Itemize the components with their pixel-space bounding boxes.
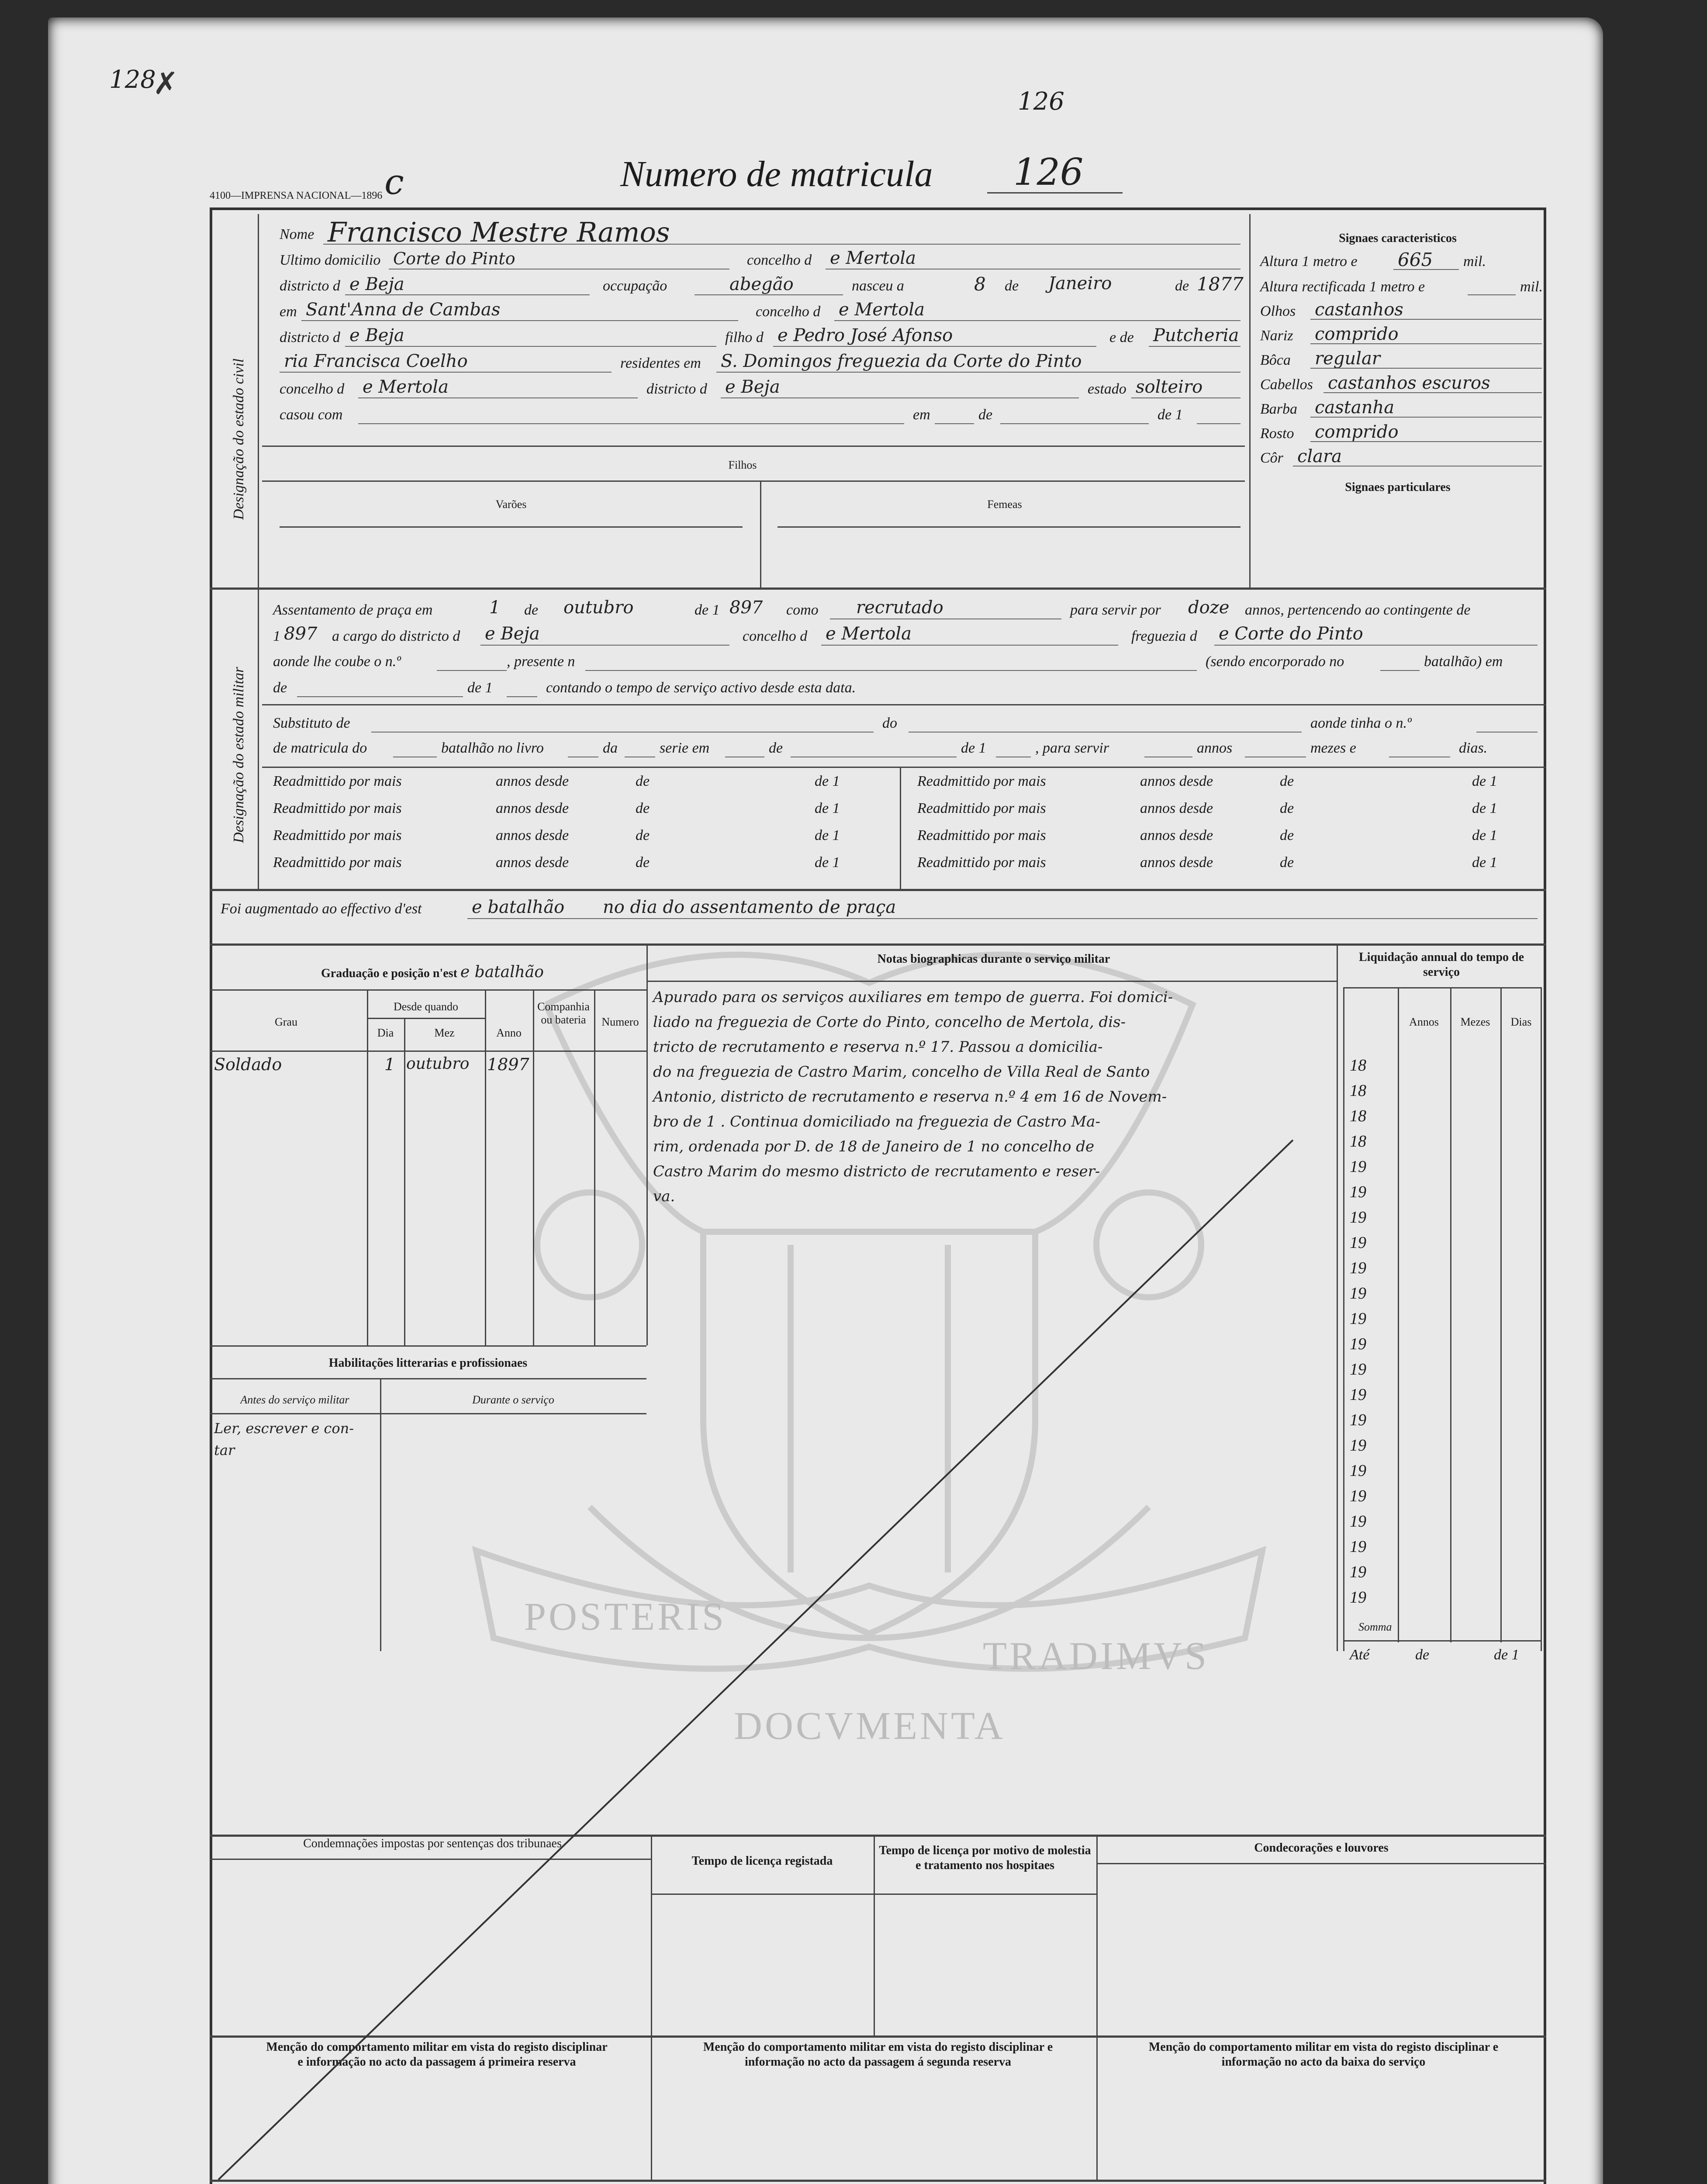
barba-label: Barba [1260, 401, 1297, 417]
margin-note-topleft: 128 [109, 66, 156, 94]
em-value: Sant'Anna de Cambas [306, 300, 501, 320]
concelho-label: concelho d [743, 628, 808, 644]
de-1-label: de 1 [1494, 1647, 1519, 1663]
districto2-label: districto d [280, 329, 340, 346]
batalhao-label: batalhão) em [1424, 653, 1503, 670]
assentamento-mes: outubro [563, 598, 634, 618]
military-section-label: Designação do estado militar [231, 667, 247, 843]
assentamento-ano: 897 [729, 598, 763, 618]
somma-label: Somma [1358, 1621, 1392, 1633]
nariz-label: Nariz [1260, 328, 1293, 344]
coube-label: aonde lhe coube o n.º [273, 653, 401, 670]
de-label: de [1005, 278, 1019, 294]
dias-heading: Dias [1510, 1016, 1532, 1028]
concelho3-label: concelho d [280, 381, 345, 397]
servir-label: para servir por [1070, 602, 1161, 618]
aonde-tinha-label: aonde tinha o n.º [1310, 715, 1412, 731]
concelho2-value: e Mertola [839, 300, 925, 320]
livro-label: batalhão no livro [441, 740, 544, 756]
habilitacoes-heading: Habilitações litterarias e profissionaes [328, 1356, 528, 1370]
altura-value: 665 [1398, 249, 1433, 270]
mezes-heading: Mezes [1460, 1016, 1490, 1028]
estado-value: solteiro [1136, 377, 1203, 397]
varoes-heading: Varões [495, 498, 527, 511]
de-label: de [769, 740, 783, 756]
boca-label: Bôca [1260, 352, 1291, 368]
freguezia-value: e Corte do Pinto [1219, 624, 1363, 644]
residentes-value: S. Domingos freguezia da Corte do Pinto [721, 351, 1082, 371]
mae-value-2: ria Francisca Coelho [284, 351, 468, 371]
liquidacao-years: 18 18 18 18 19 19 19 19 19 19 19 19 19 19 19 19 19 19 19 19 19 19 [1350, 1056, 1366, 1607]
condemnacoes-heading: Condemnações impostas por sentenças dos tribunaes [303, 1837, 562, 1850]
desde-heading: Desde quando [393, 1000, 458, 1013]
matricula-do-label: de matricula do [273, 740, 367, 756]
civil-section-label: Designação do estado civil [231, 358, 247, 520]
anno-heading: Anno [496, 1026, 522, 1039]
de-label: de [524, 602, 539, 618]
mae-value-1: Putcheria [1153, 325, 1239, 346]
freguezia-label: freguezia d [1131, 628, 1197, 644]
numero-heading: Numero [601, 1016, 639, 1028]
comportamento-1-heading: Menção do comportamento militar em vista do registo disciplinar e informação no acto da passagem á primeira reserva [266, 2040, 608, 2069]
companhia-heading: Companhia ou bateria [537, 1000, 590, 1026]
signaes-particulares-heading: Signaes particulares [1345, 480, 1451, 494]
grau-heading: Grau [275, 1016, 297, 1028]
antes-heading: Antes do serviço militar [240, 1393, 349, 1406]
districto-value: e Beja [349, 274, 404, 294]
ultimo-value: Corte do Pinto [393, 249, 515, 268]
substituto-label: Substituto de [273, 715, 350, 731]
comportamento-2-heading: Menção do comportamento militar em vista do registo disciplinar e informação no acto da passagem á segunda reserva [703, 2040, 1053, 2069]
pai-value: e Pedro José Afonso [777, 325, 953, 346]
nasceu-mes: Janeiro [1048, 273, 1112, 294]
olhos-label: Olhos [1260, 303, 1296, 319]
olhos-value: castanhos [1315, 300, 1403, 320]
mez-heading: Mez [434, 1026, 455, 1039]
do-label: do [882, 715, 897, 731]
signaes-heading: Signaes caracteristicos [1339, 232, 1457, 245]
casou-label: casou com [280, 407, 343, 423]
dias-label: dias. [1459, 740, 1488, 756]
assentamento-dia: 1 [489, 598, 501, 618]
licenca-molestia-heading: Tempo de licença por motivo de molestia e tratamento nos hospitaes [879, 1844, 1091, 1872]
cargo-label: a cargo do districto d [332, 628, 460, 644]
liquidacao-heading: Liquidação annual do tempo de serviço [1358, 950, 1524, 979]
mez-value: outubro [406, 1055, 470, 1073]
cargo-value: e Beja [485, 624, 540, 644]
para-servir-label: , para servir [1035, 740, 1109, 756]
cabellos-value: castanhos escuros [1328, 373, 1490, 393]
nasceu-label: nasceu a [852, 278, 904, 294]
de-label: de [978, 407, 993, 423]
contando-label: contando o tempo de serviço activo desde esta data. [546, 680, 856, 696]
de-label: de [1175, 278, 1189, 294]
de-1-label: de 1 [961, 740, 986, 756]
mil-label: mil. [1463, 253, 1486, 270]
antes-value: Ler, escrever e con- tar [214, 1420, 354, 1458]
de-label: de [1415, 1647, 1430, 1663]
contingente-prefix: 1 [273, 628, 280, 644]
concelho-value: e Mertola [830, 248, 916, 268]
de-label: de 1 [1158, 407, 1183, 423]
anos-heading: Annos [1409, 1016, 1439, 1028]
da-label: da [603, 740, 618, 756]
matricula-number: 126 [1013, 151, 1084, 194]
augmentado-value: e batalhão [472, 897, 565, 917]
concelho-value: e Mertola [826, 624, 912, 644]
concelho3-value: e Mertola [363, 377, 449, 397]
ate-label: Até [1350, 1647, 1370, 1663]
readmittido-right: Readmittido por mais annos desde de de 1 Readmittido por mais annos desde de de 1 Readmittido por mais annos desde de de 1 Readmittido por mais annos desde de de 1 [917, 773, 1497, 871]
nome-label: Nome [280, 226, 314, 242]
servir-anos: doze [1188, 598, 1230, 618]
de-1-label: de 1 [467, 680, 493, 696]
page-title: Numero de matricula [620, 154, 933, 194]
licenca-heading: Tempo de licença registada [691, 1854, 833, 1868]
occupacao-value: abegão [729, 274, 794, 294]
cor-label: Côr [1260, 450, 1283, 466]
como-value: recrutado [856, 598, 943, 618]
occupacao-label: occupação [603, 278, 667, 294]
imprint: 4100—IMPRENSA NACIONAL—1896 [210, 190, 383, 201]
encorporado-label: (sendo encorporado no [1206, 653, 1344, 670]
notas-text: Apurado para os serviços auxiliares em tempo de guerra. Foi domici- liado na freguezia de Corte do Pinto, concelho de Mertola, dis- tricto de recrutamento e reserva n.º 17. Passou a domicilia- do na freguezia de Castro Marim, concelho de Villa Real de Santo Antonio, districto de recrutamento e reserva n.º 4 em 16 de Novem- bro de 1 . Continua domiciliado na freguezia de Castro Ma- rim, ordenada por D. de 18 de Janeiro de 1 no concelho de Castro Marim do mesmo districto de recrutamento e reser- va. [653, 988, 1173, 1205]
graduacao-heading: Graduação e posição n'est e batalhão [321, 963, 544, 981]
c-mark: c [384, 162, 404, 202]
residentes-label: residentes em [620, 355, 701, 371]
de-label: de [273, 680, 287, 696]
nasceu-ano: 1877 [1197, 273, 1244, 295]
serie-label: serie em [660, 740, 710, 756]
concelho2-label: concelho d [756, 304, 821, 320]
watermark-documenta: DOCVMENTA [734, 1704, 1006, 1748]
assentamento-label: Assentamento de praça em [273, 602, 433, 618]
durante-heading: Durante o serviço [472, 1393, 554, 1406]
cabellos-label: Cabellos [1260, 377, 1313, 393]
ultimo-label: Ultimo domicilio [280, 252, 381, 268]
em-label: em [280, 304, 297, 320]
e-de-label: e de [1109, 329, 1134, 346]
filhos-heading: Filhos [728, 459, 757, 471]
anno-value: 1897 [487, 1055, 529, 1074]
readmittido-left: Readmittido por mais annos desde de de 1 Readmittido por mais annos desde de de 1 Readmittido por mais annos desde de de 1 Readmittido por mais annos desde de de 1 [273, 773, 840, 871]
cor-value: clara [1297, 446, 1342, 467]
nariz-value: comprido [1315, 324, 1399, 344]
concelho-label: concelho d [747, 252, 812, 268]
augmentado-label: Foi augmentado ao effectivo d'est [221, 901, 422, 917]
altura-rect-label: Altura rectificada 1 metro e [1260, 279, 1425, 295]
contingente-label: annos, pertencendo ao contingente de [1245, 602, 1471, 618]
cross-mark: ✗ [153, 67, 179, 101]
margin-note-topright: 126 [1018, 87, 1064, 116]
de-1-label: de 1 [695, 602, 720, 618]
notas-heading: Notas biographicas durante o serviço militar [877, 952, 1110, 966]
presente-label: , presente n [507, 653, 575, 670]
grau-value: Soldado [214, 1055, 282, 1074]
districto3-value: e Beja [725, 377, 780, 397]
em-label: em [913, 407, 930, 423]
femeas-heading: Femeas [987, 498, 1022, 511]
condecoracoes-heading: Condecorações e louvores [1254, 1841, 1389, 1855]
nome-value: Francisco Mestre Ramos [328, 216, 670, 248]
mil-label: mil. [1520, 279, 1543, 295]
boca-value: regular [1315, 349, 1380, 369]
annos-label: annos [1197, 740, 1233, 756]
rosto-label: Rosto [1260, 425, 1294, 442]
altura-label: Altura 1 metro e [1260, 253, 1358, 270]
comportamento-3-heading: Menção do comportamento militar em vista do registo disciplinar e informação no acto da baixa do serviço [1148, 2040, 1499, 2069]
filho-label: filho d [725, 329, 764, 346]
barba-value: castanha [1315, 397, 1395, 418]
watermark-tradimus: TRADIMVS [983, 1635, 1209, 1678]
districto3-label: districto d [646, 381, 707, 397]
nasceu-dia: 8 [974, 273, 986, 295]
contingente-ano: 897 [284, 624, 318, 644]
districto-label: districto d [280, 278, 340, 294]
estado-label: estado [1088, 381, 1126, 397]
districto2-value: e Beja [349, 325, 404, 346]
rosto-value: comprido [1315, 422, 1399, 442]
como-label: como [786, 602, 819, 618]
mezes-label: mezes e [1310, 740, 1356, 756]
augmentado-value-2: no dia do assentamento de praça [603, 897, 896, 917]
dia-heading: Dia [377, 1026, 394, 1039]
dia-value: 1 [384, 1055, 395, 1074]
watermark-posteris: POSTERIS [524, 1595, 727, 1638]
